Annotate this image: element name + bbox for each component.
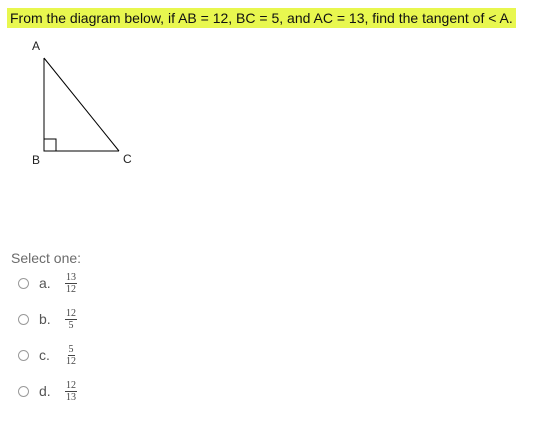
option-letter: d.: [39, 383, 51, 399]
fraction-numerator: 5: [68, 343, 74, 355]
radio-button[interactable]: [18, 386, 29, 397]
option-c[interactable]: [18, 340, 77, 370]
radio-button[interactable]: [18, 350, 29, 361]
side-ac: [44, 58, 119, 151]
option-d[interactable]: [18, 376, 77, 406]
fraction-numerator: 12: [66, 379, 76, 391]
option-letter: c.: [39, 347, 50, 363]
select-one-prompt: Select one:: [11, 250, 82, 266]
fraction-denominator: 12: [66, 283, 76, 295]
radio-button[interactable]: [18, 278, 29, 289]
fraction-numerator: 12: [66, 307, 76, 319]
fraction: [65, 380, 77, 403]
fraction-denominator: 5: [68, 319, 74, 331]
option-letter: b.: [39, 311, 51, 327]
radio-button[interactable]: [18, 314, 29, 325]
fraction: [65, 272, 77, 295]
diagram-panel: [18, 33, 151, 175]
fraction-denominator: 12: [66, 355, 76, 367]
vertex-label-b: B: [32, 153, 41, 167]
question-text: From the diagram below, if AB = 12, BC = 5, and AC = 13, find the tangent of < A.: [7, 8, 516, 28]
right-angle-marker: [44, 139, 56, 151]
fraction: [65, 308, 77, 331]
vertex-label-c: C: [123, 152, 132, 166]
option-letter: a.: [39, 275, 51, 291]
fraction-denominator: 13: [66, 391, 76, 403]
fraction: [65, 344, 77, 367]
option-b[interactable]: [18, 304, 77, 334]
option-a[interactable]: [18, 268, 77, 298]
fraction-numerator: 13: [66, 271, 76, 283]
vertex-label-a: A: [32, 39, 41, 53]
right-triangle-diagram: [18, 33, 151, 175]
